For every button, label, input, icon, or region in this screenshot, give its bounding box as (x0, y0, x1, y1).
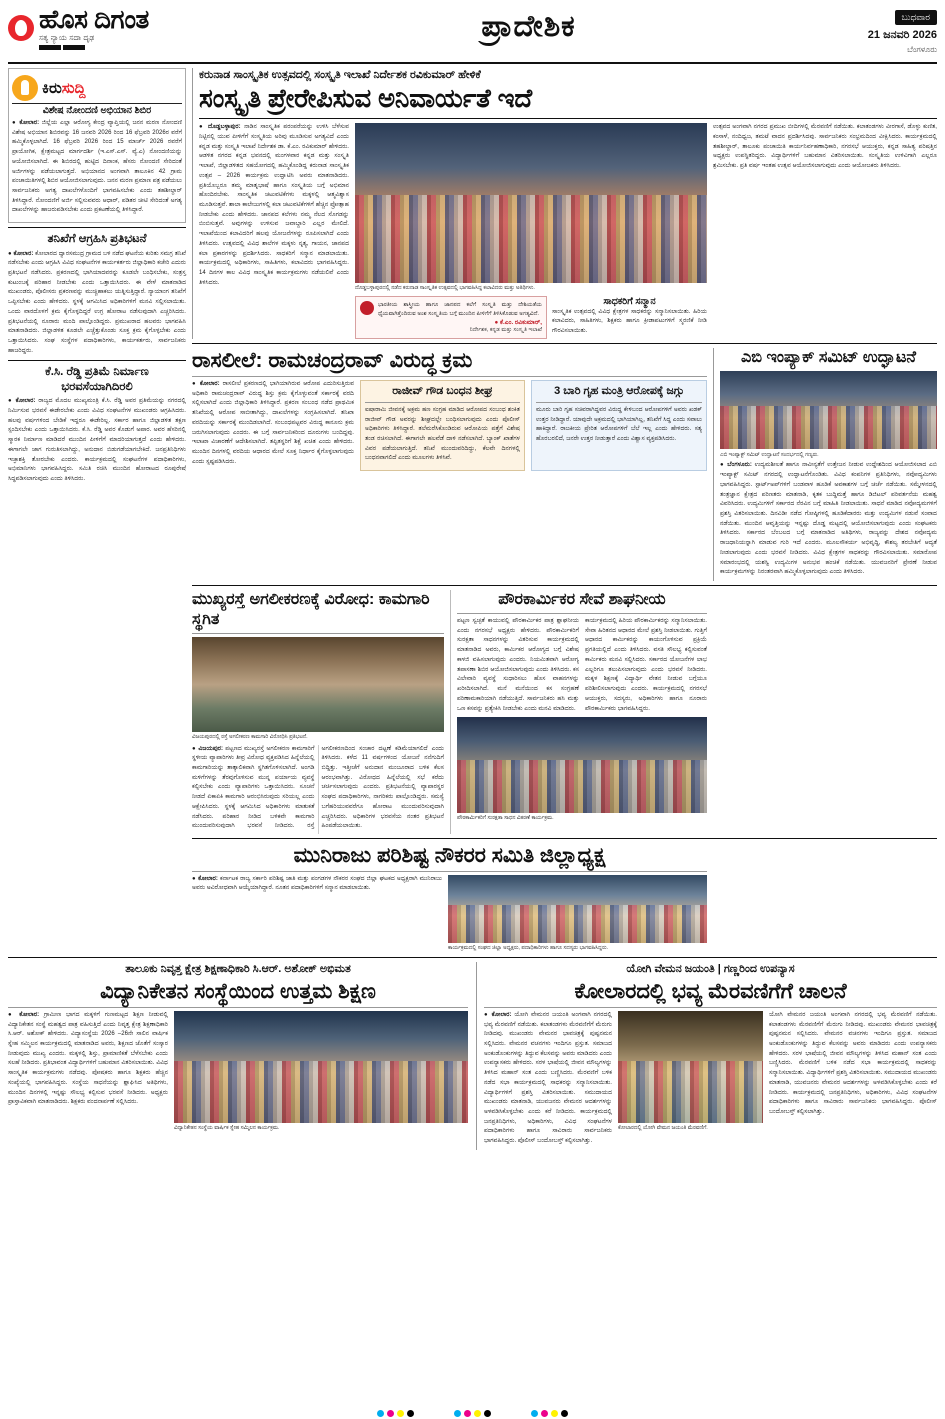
protest-body (8, 250, 186, 357)
cmyk-dots-center (454, 1410, 491, 1417)
road-headline: ಮುಖ್ಯರಸ್ತೆ ಅಗಲೀಕರಣಕ್ಕೆ ವಿರೋಧ: ಕಾಮಗಾರಿ ಸ್ಥಗಿತ (192, 591, 430, 629)
left-column (8, 68, 186, 952)
rajeev-box (360, 380, 525, 470)
bottom-left-kicker: ತಾಲೂಕು ನಿವೃತ್ತ ಕ್ಷೇತ್ರ ಶಿಕ್ಷಣಾಧಿಕಾರಿ ಸಿ.ಆರ್. ಅಶೋಕ್ ಅಭಿಮತ (125, 963, 351, 976)
lead-col-right: ಉತ್ಸವದ ಅಂಗವಾಗಿ ನಗರದ ಪ್ರಮುಖ ಬೀದಿಗಳಲ್ಲಿ ಮೆರವಣಿಗೆ ನಡೆಯಿತು. ಕಲಾತಂಡಗಳು ವೀರಗಾಸೆ, ಡೊಳ್ಳು ಕುಣಿತ, ಕಂಸಾಳೆ, ನಂದಿಧ್ವಜ, ತಮಟೆ ವಾದನ ಪ್ರದರ್ಶಿಸಿದವು. ಸಾರ್ವಜನಿಕರು ಸಂಭ್ರಮದಿಂದ ವೀಕ್ಷಿಸಿದರು. ಕಾರ್ಯಕ್ರಮದಲ್ಲಿ ತಹಶೀಲ್ದಾರ್, ತಾಲೂಕು ಪಂಚಾಯಿತಿ ಕಾರ್ಯನಿರ್ವಹಣಾಧಿಕಾರಿ, ನಗರಸಭೆ ಆಯುಕ್ತರು, ಕನ್ನಡ ಸಾಹಿತ್ಯ ಪರಿಷತ್ತಿನ ಅಧ್ಯಕ್ಷರು ಉಪಸ್ಥಿತರಿದ್ದರು. ವಿದ್ಯಾರ್ಥಿಗಳಿಗೆ ಬಹುಮಾನ ವಿತರಿಸಲಾಯಿತು. ಸಂಸ್ಕೃತಿಯ ಉಳಿವಿಗಾಗಿ ಎಲ್ಲರೂ ಶ್ರಮಿಸಬೇಕು. ಪ್ರತಿ ವರ್ಷ ಇಂತಹ ಉತ್ಸವ ಆಯೋಜಿಸಲಾಗುವುದು ಎಂದು ಆಯೋಜಕರು ತಿಳಿಸಿದರು. (713, 124, 937, 170)
abimpact-photo-caption: ಎಬಿ ಇಂಪ್ಯಾಕ್ಟ್ ಸಮಿಟ್ ಉದ್ಘಾಟನೆ ಸಂದರ್ಭದಲ್ಲಿ ಗಣ್ಯರು. (720, 451, 819, 458)
protest-text: ಕೋಲಾರದ ದ್ವಾರಸಮುದ್ರ ಗ್ರಾಮದ ಬಳಿ ನಡೆದ ಘಟನೆಯ ಕುರಿತು ಸಮಗ್ರ ತನಿಖೆ ನಡೆಸಬೇಕು ಎಂದು ಆಗ್ರಹಿಸಿ ವಿವಿಧ ಸಂಘಟನೆಗಳ ಕಾರ್ಯಕರ್ತರು ಜಿಲ್ಲಾಧಿಕಾರಿ ಕಚೇರಿ ಎದುರು ಪ್ರತಿಭಟನೆ ನಡೆಸಿದರು. ಪ್ರಕರಣದಲ್ಲಿ ಭಾಗಿಯಾದವರನ್ನು ಕೂಡಲೇ ಬಂಧಿಸಬೇಕು, ಸಂತ್ರಸ್ತ ಕುಟುಂಬಕ್ಕೆ ಪರಿಹಾರ ನೀಡಬೇಕು ಎಂದು ಒತ್ತಾಯಿಸಿದರು. ಈ ವೇಳೆ ಮಾತನಾಡಿದ ಮುಖಂಡರು, ಪೊಲೀಸರು ಪ್ರಕರಣವನ್ನು ಮುಚ್ಚಿಹಾಕಲು ಯತ್ನಿಸುತ್ತಿದ್ದಾರೆ. ನ್ಯಾಯಾಂಗ ತನಿಖೆಗೆ ಒಪ್ಪಿಸಬೇಕು ಎಂದು ಹೇಳಿದರು. ಸ್ಥಳಕ್ಕೆ ಆಗಮಿಸಿದ ಅಧಿಕಾರಿಗಳಿಗೆ ಮನವಿ ಸಲ್ಲಿಸಲಾಯಿತು. ಒಂದು ವಾರದೊಳಗೆ ಕ್ರಮ ಕೈಗೊಳ್ಳದಿದ್ದರೆ ಉಗ್ರ ಹೋರಾಟ ನಡೆಸುವುದಾಗಿ ಎಚ್ಚರಿಸಿದರು. ಪ್ರತಿಭಟನೆಯಲ್ಲಿ ನೂರಾರು ಮಂದಿ ಪಾಲ್ಗೊಂಡಿದ್ದರು. ಪ್ರಮುಖರಾದ ಹಲವರು ಭಾಗವಹಿಸಿ ಮಾತನಾಡಿದರು. ಜಿಲ್ಲಾಡಳಿತ ಕೂಡಲೇ ಎಚ್ಚೆತ್ತುಕೊಂಡು ಸೂಕ್ತ ಕ್ರಮ ಕೈಗೊಳ್ಳಬೇಕು ಎಂದು ಒತ್ತಾಯಿಸಿದರು. ಸಂಘ ಸಂಸ್ಥೆಗಳ ಪದಾಧಿಕಾರಿಗಳು, ಕಾರ್ಯಕರ್ತರು, ಸಾರ್ವಜನಿಕರು ಹಾಜರಿದ್ದರು. (8, 250, 187, 354)
bottom-right-dateline: ● ಕೋಲಾರ: (484, 1011, 512, 1018)
paper-logo[interactable] (8, 6, 240, 50)
road-dateline: ● ವಿಜಯಪುರ: (192, 745, 224, 752)
lead-col-1 (199, 123, 349, 339)
kirusuddi-text: ಜಿಲ್ಲೆಯ ಎಲ್ಲಾ ಆರೋಗ್ಯ ಕೇಂದ್ರ ವ್ಯಾಪ್ತಿಯಲ್ಲಿ ಜನನ ಮರಣ ನೋಂದಣಿ ವಿಶೇಷ ಅಭಿಯಾನ ಶಿಬಿರವನ್ನು 16 ಜನವರಿ 2026 ರಿಂದ 16 ಫೆಬ್ರವರಿ 2026ರ ವರೆಗೆ ಹಮ್ಮಿಕೊಳ್ಳಲಾಗಿದೆ. 16 ಫೆಬ್ರವರಿ 2026 ರಿಂದ 15 ಮಾರ್ಚ್ 2026 ರವರೆಗೆ ಪ್ರಾಯೋಗಿಕ, ಕ್ಷೇತ್ರಮಟ್ಟದ ಮಾರ್ಗದರ್ಶಿ (ಇ.ಎಸ್.ಎಸ್. ವ್ಯೆ.ಎ) ನೋಂದಣಿಯನ್ನು ಆಯೋಜಿಸಲಾಗಿದೆ. ಈ ಶಿಬಿರದಲ್ಲಿ ಹುಟ್ಟಿದ ದಿನಾಂಕ, ಹೆಸರು ನೋಂದಣಿ ಸೇರಿದಂತೆ ಅರ್ಜಿಗಳನ್ನು ಪಡೆಯಲಾಗುತ್ತದೆ. ಅಭಿಯಾನದ ಅಂಗವಾಗಿ ತಾಲೂಕಿನ 42 ಗ್ರಾಮ ಪಂಚಾಯಿತಿಗಳಲ್ಲಿ ಶಿಬಿರ ಆಯೋಜಿಸಲಾಗುವುದು. ಜನನ ಮರಣ ಪ್ರಮಾಣ ಪತ್ರ ಪಡೆಯಲು ಸಾರ್ವಜನಿಕರು ಅಗತ್ಯ ದಾಖಲೆಗಳೊಂದಿಗೆ ಭಾಗವಹಿಸಬೇಕು ಎಂದು ತಹಶೀಲ್ದಾರ್ ತಿಳಿಸಿದ್ದಾರೆ. ನೋಂದಣಿಗೆ ಅರ್ಜಿ ಸಲ್ಲಿಸುವವರು ಆಧಾರ್, ಪಡಿತರ ಚೀಟಿ ಸೇರಿದಂತೆ ಅಗತ್ಯ ದಾಖಲೆಗಳನ್ನು ಹಾಜರುಪಡಿಸಬೇಕು ಎಂದು ಪ್ರಕಟಣೆಯಲ್ಲಿ ತಿಳಿಸಿದ್ದಾರೆ. (12, 120, 183, 214)
lead-photo (355, 123, 707, 283)
lead-subbox-head: ಸಾಧಕರಿಗೆ ಸನ್ಮಾನ (603, 295, 656, 307)
bottom-right-headline: ಕೋಲಾರದಲ್ಲಿ ಭವ್ಯ ಮೆರವಣಿಗೆಗೆ ಚಾಲನೆ (574, 979, 847, 1003)
rasaleele-text: ರಾಸಲೀಲೆ ಪ್ರಕರಣದಲ್ಲಿ ಭಾಗಿಯಾಗಿರುವ ಆರೋಪ ಎದುರಿಸುತ್ತಿರುವ ಅಧಿಕಾರಿ ರಾಮಚಂದ್ರರಾವ್ ವಿರುದ್ಧ ಶಿಸ್ತು ಕ್ರಮ ಕೈಗೊಳ್ಳುವಂತೆ ಸರ್ಕಾರಕ್ಕೆ ವರದಿ ಸಲ್ಲಿಸಲಾಗಿದೆ ಎಂದು ಜಿಲ್ಲಾಧಿಕಾರಿ ತಿಳಿಸಿದ್ದಾರೆ. ಪ್ರಕರಣ ಸಂಬಂಧ ನಡೆದ ಪ್ರಾಥಮಿಕ ತನಿಖೆಯಲ್ಲಿ ಆರೋಪ ಸಾಬೀತಾಗಿದ್ದು, ದಾಖಲೆಗಳನ್ನು ಸಂಗ್ರಹಿಸಲಾಗಿದೆ. ತನಿಖಾ ವರದಿಯನ್ನು ಸರ್ಕಾರಕ್ಕೆ ಮುಂದಿಡಲಾಗಿದೆ. ಸಂಬಂಧಪಟ್ಟವರ ವಿರುದ್ಧ ಕಾನೂನು ಕ್ರಮ ಜರುಗಿಸಲಾಗುವುದು ಎಂದರು. ಈ ಬಗ್ಗೆ ಸಾರ್ವಜನಿಕರಿಂದ ದೂರುಗಳು ಬಂದಿದ್ದವು. ಇಲಾಖಾ ವಿಚಾರಣೆಗೆ ಆದೇಶಿಸಲಾಗಿದೆ. ತಪ್ಪಿತಸ್ಥರಿಗೆ ಶಿಕ್ಷೆ ಖಚಿತ ಎಂದು ಹೇಳಿದರು. ಮುಂದಿನ ದಿನಗಳಲ್ಲಿ ವರದಿಯ ಆಧಾರದ ಮೇಲೆ ಸೂಕ್ತ ನಿರ್ಧಾರ ಕೈಗೊಳ್ಳಲಾಗುವುದು ಎಂದು ಸ್ಪಷ್ಟಪಡಿಸಿದರು. (192, 381, 355, 465)
procession-photo (618, 1011, 763, 1123)
bottom-left-dateline: ● ಕೋಲಾರ: (8, 1011, 40, 1018)
kcreddy-headline: ಕೆ.ಸಿ. ರೆಡ್ಡಿ ಪ್ರತಿಮೆ ನಿರ್ಮಾಣ ಭರವಸೆಯಾಗಿದಿರಲಿ (45, 366, 149, 393)
abimpact-dateline: ● ಬೆಂಗಳೂರು: (720, 462, 752, 469)
road-body (192, 745, 444, 834)
kirusuddi-brand-2: ಸುದ್ದಿ (61, 79, 86, 97)
road-photo (192, 637, 444, 732)
bottom-left-body (8, 1011, 168, 1133)
road-story (192, 590, 444, 834)
pourakarmika-photo (457, 717, 707, 813)
lead-quote-text: ಭಾರತೀಯ ಶಾಸ್ತ್ರೀಯ ಹಾಗೂ ಜಾನಪದ ಕಲೆಗೆ ಸಂಸ್ಕೃತಿ ಮತ್ತು ದೇಶಿಯತೆಯ ಧ್ಯೆಯವಾಗಿತ್ತೆಂದಿರುವ ಅಂಶ ಸಂಸ್ಕೃತಿಯ ಬಗ್ಗೆ ಮುಂದಿನ ಪೀಳಿಗೆಗೆ ತಿಳಿಸಿಕೊಡುವ ಅಗತ್ಯವಿದೆ. (378, 301, 542, 317)
main-column (192, 68, 937, 952)
lead-quote-box (355, 296, 547, 339)
lead-quote-name: ● ಕೆ.ಎಂ. ರವಿಕುಮಾರ್, (494, 318, 542, 326)
bulb-icon (12, 75, 38, 101)
protest-headline: ತನಿಖೆಗೆ ಆಗ್ರಹಿಸಿ ಪ್ರತಿಭಟನೆ (47, 233, 147, 246)
lead-headline: ಸಂಸ್ಕೃತಿ ಪ್ರೇರೇಪಿಸುವ ಅನಿವಾರ್ಯತೆ ಇದೆ (199, 83, 532, 114)
issue-date: 21 ಜನವರಿ 2026 (867, 29, 937, 42)
bottom-left-text: ಗ್ರಾಮೀಣ ಭಾಗದ ಮಕ್ಕಳಿಗೆ ಗುಣಮಟ್ಟದ ಶಿಕ್ಷಣ ನೀಡುವಲ್ಲಿ ವಿದ್ಯಾನಿಕೇತನ ಸಂಸ್ಥೆ ಮಹತ್ವದ ಪಾತ್ರ ವಹಿಸುತ್ತಿದೆ ಎಂದು ನಿವೃತ್ತ ಕ್ಷೇತ್ರ ಶಿಕ್ಷಣಾಧಿಕಾರಿ ಸಿ.ಆರ್. ಅಶೋಕ್ ಹೇಳಿದರು. ವಿದ್ಯಾಸಂಸ್ಥೆಯ 2026 –26ನೇ ಸಾಲಿನ ವಾರ್ಷಿಕ ಸ್ನೇಹ ಸಮ್ಮಿಲನ ಕಾರ್ಯಕ್ರಮದಲ್ಲಿ ಮಾತನಾಡಿದ ಅವರು, ಶಿಕ್ಷಣದ ಜೊತೆಗೆ ಸಂಸ್ಕಾರ ನೀಡುವುದು ಮುಖ್ಯ ಎಂದರು. ಮಕ್ಕಳಲ್ಲಿ ಶಿಸ್ತು, ಪ್ರಾಮಾಣಿಕತೆ ಬೆಳೆಸಬೇಕು ಎಂದು ಸಲಹೆ ನೀಡಿದರು. ಪ್ರತಿಭಾವಂತ ವಿದ್ಯಾರ್ಥಿಗಳಿಗೆ ಬಹುಮಾನ ವಿತರಿಸಲಾಯಿತು. ವಿವಿಧ ಸಾಂಸ್ಕೃತಿಕ ಕಾರ್ಯಕ್ರಮಗಳು ನಡೆದವು. ಪೋಷಕರು ಹಾಗೂ ಶಿಕ್ಷಕರು ಹೆಚ್ಚಿನ ಸಂಖ್ಯೆಯಲ್ಲಿ ಭಾಗವಹಿಸಿದ್ದರು. ಸಂಸ್ಥೆಯ ಸಾಧನೆಯನ್ನು ಶ್ಲಾಘಿಸಿದ ಅತಿಥಿಗಳು, ಮುಂದಿನ ದಿನಗಳಲ್ಲಿ ಇನ್ನಷ್ಟು ಸೌಲಭ್ಯ ಕಲ್ಪಿಸುವ ಭರವಸೆ ನೀಡಿದರು. ಅಧ್ಯಕ್ಷರು ಪ್ರಾಸ್ತಾವಿಕವಾಗಿ ಮಾತನಾಡಿದರು. ಶಿಕ್ಷಕರು ವಂದನಾರ್ಪಣೆ ಸಲ್ಲಿಸಿದರು. (8, 1011, 169, 1106)
rasaleele-headline: ರಾಸಲೀಲೆ: ರಾಮಚಂದ್ರರಾವ್ ವಿರುದ್ಧ ಕ್ರಮ (192, 348, 473, 372)
pourakarmika-photo-caption: ಪೌರಕಾರ್ಮಿಕರಿಗೆ ಸುರಕ್ಷತಾ ಸಾಧನ ವಿತರಣೆ ಕಾರ್ಯಕ್ರಮ. (457, 815, 554, 822)
bottom-left-story (8, 962, 468, 1150)
lead-media (355, 123, 707, 339)
third-band (192, 590, 707, 834)
rasaleele-dateline: ● ಕೋಲಾರ: (192, 381, 220, 388)
cmyk-dots-right (531, 1410, 568, 1417)
abimpact-photo (720, 371, 937, 449)
masthead-dateline (817, 6, 937, 56)
bottom-right-body-2: ಯೋಗಿ ವೇಮನರ ಜಯಂತಿ ಅಂಗವಾಗಿ ನಗರದಲ್ಲಿ ಭವ್ಯ ಮೆರವಣಿಗೆ ನಡೆಯಿತು. ಕಲಾತಂಡಗಳು ಮೆರವಣಿಗೆಗೆ ಮೆರುಗು ನೀಡಿದವು. ಮುಖಂಡರು ವೇಮನರ ಭಾವಚಿತ್ರಕ್ಕೆ ಪುಷ್ಪನಮನ ಸಲ್ಲಿಸಿದರು. ವೇಮನರ ವಚನಗಳು ಇಂದಿಗೂ ಪ್ರಸ್ತುತ. ಸಮಾಜದ ಅಂಕುಡೊಂಕುಗಳನ್ನು ತಿದ್ದುವ ಕೆಲಸವನ್ನು ಅವರು ಮಾಡಿದರು ಎಂದು ಉಪನ್ಯಾಸಕರು ಹೇಳಿದರು. ಸರಳ ಭಾಷೆಯಲ್ಲಿ ಜೀವನ ಮೌಲ್ಯಗಳನ್ನು ತಿಳಿಸಿದ ಮಹಾನ್ ಸಂತ ಎಂದು ಬಣ್ಣಿಸಿದರು. ಮೆರವಣಿಗೆ ಬಳಿಕ ನಡೆದ ಸಭಾ ಕಾರ್ಯಕ್ರಮದಲ್ಲಿ ಸಾಧಕರನ್ನು ಸನ್ಮಾನಿಸಲಾಯಿತು. ವಿದ್ಯಾರ್ಥಿಗಳಿಗೆ ಪ್ರಶಸ್ತಿ ವಿತರಿಸಲಾಯಿತು. ಸಮುದಾಯದ ಮುಖಂಡರು ಮಾತನಾಡಿ, ಯುವಜನರು ವೇಮನರ ಆದರ್ಶಗಳನ್ನು ಅಳವಡಿಸಿಕೊಳ್ಳಬೇಕು ಎಂದು ಕರೆ ನೀಡಿದರು. ಕಾರ್ಯಕ್ರಮದಲ್ಲಿ ಜನಪ್ರತಿನಿಧಿಗಳು, ಅಧಿಕಾರಿಗಳು, ವಿವಿಧ ಸಂಘಟನೆಗಳ ಪದಾಧಿಕಾರಿಗಳು ಹಾಗೂ ಸಾವಿರಾರು ಸಾರ್ವಜನಿಕರು ಭಾಗವಹಿಸಿದ್ದರು. ಪೊಲೀಸ್ ಬಂದೋಬಸ್ತ್ ಕಲ್ಪಿಸಲಾಗಿತ್ತು. (769, 1011, 937, 1115)
procession-photo-caption: ಕೋಲಾರದಲ್ಲಿ ಯೋಗಿ ವೇಮನ ಜಯಂತಿ ಮೆರವಣಿಗೆ. (618, 1124, 708, 1131)
bottom-right-media (618, 1011, 763, 1150)
abimpact-body (720, 461, 937, 578)
abimpact-text: ಉದ್ಯಮಶೀಲತೆ ಹಾಗೂ ನಾವೀನ್ಯತೆಗೆ ಉತ್ತೇಜನ ನೀಡುವ ಉದ್ದೇಶದಿಂದ ಆಯೋಜಿಸಲಾದ ಎಬಿ ಇಂಪ್ಯಾಕ್ಟ್ ಸಮಿಟ್ ನಗರದಲ್ಲಿ ಉದ್ಘಾಟನೆಗೊಂಡಿತು. ವಿವಿಧ ಕಂಪನಿಗಳ ಪ್ರತಿನಿಧಿಗಳು, ನವೋದ್ಯಮಿಗಳು ಭಾಗವಹಿಸಿದ್ದರು. ಸ್ಟಾರ್ಟ್‌ಅಪ್‌ಗಳಿಗೆ ಬಂಡವಾಳ ಹೂಡಿಕೆ ಅವಕಾಶಗಳ ಬಗ್ಗೆ ಚರ್ಚೆ ನಡೆಯಿತು. ಸಮ್ಮೇಳನದಲ್ಲಿ ತಂತ್ರಜ್ಞಾನ ಕ್ಷೇತ್ರದ ಪರಿಣತರು ಮಾತನಾಡಿ, ಕೃತಕ ಬುದ್ಧಿಮತ್ತೆ ಹಾಗೂ ಡಿಜಿಟಲ್ ಪರಿವರ್ತನೆಯ ಮಹತ್ವ ವಿವರಿಸಿದರು. ಉದ್ಯಮಿಗಳಿಗೆ ಸರ್ಕಾರದ ನೆರವಿನ ಬಗ್ಗೆ ಮಾಹಿತಿ ನೀಡಲಾಯಿತು. ಸಾಧನೆ ಮಾಡಿದ ನವೋದ್ಯಮಗಳಿಗೆ ಪ್ರಶಸ್ತಿ ವಿತರಿಸಲಾಯಿತು. ದಿನವಿಡೀ ನಡೆದ ಗೋಷ್ಠಿಗಳಲ್ಲಿ ಹೂಡಿಕೆದಾರರು ಮತ್ತು ಉದ್ಯಮಿಗಳ ನಡುವೆ ಸಂವಾದ ನಡೆಯಿತು. ಮುಂದಿನ ಆವೃತ್ತಿಯನ್ನು ಇನ್ನಷ್ಟು ದೊಡ್ಡ ಮಟ್ಟದಲ್ಲಿ ಆಯೋಜಿಸಲಾಗುವುದು ಎಂದು ಸಂಘಟಕರು ತಿಳಿಸಿದರು. ಸರ್ಕಾರದ ಬೆಂಬಲದ ಬಗ್ಗೆ ಮಾತನಾಡಿದ ಅತಿಥಿಗಳು, ರಾಜ್ಯವನ್ನು ದೇಶದ ನವೋದ್ಯಮ ರಾಜಧಾನಿಯನ್ನಾಗಿ ಮಾಡುವ ಗುರಿ ಇದೆ ಎಂದರು. ಮೂಲಸೌಕರ್ಯ ಅಭಿವೃದ್ಧಿ, ಕೌಶಲ್ಯ ತರಬೇತಿಗೆ ಆದ್ಯತೆ ನೀಡಲಾಗುವುದು ಎಂದು ಭರವಸೆ ನೀಡಿದರು. ವಿವಿಧ ಕ್ಷೇತ್ರಗಳ ಸಾಧಕರನ್ನು ಗೌರವಿಸಲಾಯಿತು. ಸಮಾರೋಪ ಸಮಾರಂಭದಲ್ಲಿ ಯಶಸ್ವಿ ಉದ್ಯಮಿಗಳ ಅನುಭವ ಹಂಚಿಕೆ ನಡೆಯಿತು. ಯುವಜನರಿಗೆ ಪ್ರೇರಣೆ ನೀಡುವ ಕಾರ್ಯಕ್ರಮಗಳನ್ನು ನಿರಂತರವಾಗಿ ಹಮ್ಮಿಕೊಳ್ಳಲಾಗುವುದು ಎಂದು ತಿಳಿಸಿದರು. (720, 462, 937, 576)
muniraju-photo (448, 875, 707, 943)
rasaleele-body (192, 380, 354, 470)
muniraju-text: ಕರ್ನಾಟಕ ರಾಜ್ಯ ಸರ್ಕಾರಿ ಪರಿಶಿಷ್ಟ ಜಾತಿ ಮತ್ತು ಪಂಗಡಗಳ ನೌಕರರ ಸಂಘದ ಜಿಲ್ಲಾ ಘಟಕದ ಅಧ್ಯಕ್ಷರಾಗಿ ಮುನಿರಾಜು ಅವರು ಅವಿರೋಧವಾಗಿ ಆಯ್ಕೆಯಾಗಿದ್ದಾರೆ. ನೂತನ ಪದಾಧಿಕಾರಿಗಳಿಗೆ ಸನ್ಮಾನ ಮಾಡಲಾಯಿತು. (192, 875, 443, 892)
kcreddy-body (8, 397, 186, 484)
muniraju-photo-caption: ಕಾರ್ಯಕ್ರಮದಲ್ಲಿ ಸಂಘದ ಜಿಲ್ಲಾ ಅಧ್ಯಕ್ಷರು, ಪದಾಧಿಕಾರಿಗಳು ಹಾಗೂ ಸದಸ್ಯರು ಭಾಗವಹಿಸಿದ್ದರು. (448, 944, 609, 951)
muniraju-headline: ಮುನಿರಾಜು ಪರಿಶಿಷ್ಟ ನೌಕರರ ಸಮಿತಿ ಜಿಲ್ಲಾಧ್ಯಕ್ಷ (293, 843, 606, 867)
edition-city: ಬೆಂಗಳೂರು (907, 44, 937, 54)
bottom-right-text: ಯೋಗಿ ವೇಮನರ ಜಯಂತಿ ಅಂಗವಾಗಿ ನಗರದಲ್ಲಿ ಭವ್ಯ ಮೆರವಣಿಗೆ ನಡೆಯಿತು. ಕಲಾತಂಡಗಳು ಮೆರವಣಿಗೆಗೆ ಮೆರುಗು ನೀಡಿದವು. ಮುಖಂಡರು ವೇಮನರ ಭಾವಚಿತ್ರಕ್ಕೆ ಪುಷ್ಪನಮನ ಸಲ್ಲಿಸಿದರು. ವೇಮನರ ವಚನಗಳು ಇಂದಿಗೂ ಪ್ರಸ್ತುತ. ಸಮಾಜದ ಅಂಕುಡೊಂಕುಗಳನ್ನು ತಿದ್ದುವ ಕೆಲಸವನ್ನು ಅವರು ಮಾಡಿದರು ಎಂದು ಉಪನ್ಯಾಸಕರು ಹೇಳಿದರು. ಸರಳ ಭಾಷೆಯಲ್ಲಿ ಜೀವನ ಮೌಲ್ಯಗಳನ್ನು ತಿಳಿಸಿದ ಮಹಾನ್ ಸಂತ ಎಂದು ಬಣ್ಣಿಸಿದರು. ಮೆರವಣಿಗೆ ಬಳಿಕ ನಡೆದ ಸಭಾ ಕಾರ್ಯಕ್ರಮದಲ್ಲಿ ಸಾಧಕರನ್ನು ಸನ್ಮಾನಿಸಲಾಯಿತು. ವಿದ್ಯಾರ್ಥಿಗಳಿಗೆ ಪ್ರಶಸ್ತಿ ವಿತರಿಸಲಾಯಿತು. ಸಮುದಾಯದ ಮುಖಂಡರು ಮಾತನಾಡಿ, ಯುವಜನರು ವೇಮನರ ಆದರ್ಶಗಳನ್ನು ಅಳವಡಿಸಿಕೊಳ್ಳಬೇಕು ಎಂದು ಕರೆ ನೀಡಿದರು. ಕಾರ್ಯಕ್ರಮದಲ್ಲಿ ಜನಪ್ರತಿನಿಧಿಗಳು, ಅಧಿಕಾರಿಗಳು, ವಿವಿಧ ಸಂಘಟನೆಗಳ ಪದಾಧಿಕಾರಿಗಳು ಹಾಗೂ ಸಾವಿರಾರು ಸಾರ್ವಜನಿಕರು ಭಾಗವಹಿಸಿದ್ದರು. ಪೊಲೀಸ್ ಬಂದೋಬಸ್ತ್ ಕಲ್ಪಿಸಲಾಗಿತ್ತು. (484, 1011, 612, 1145)
school-photo-caption: ವಿದ್ಯಾನಿಕೇತನ ಸಂಸ್ಥೆಯ ವಾರ್ಷಿಕ ಸ್ನೇಹ ಸಮ್ಮಿಲನ ಕಾರ್ಯಕ್ರಮ. (174, 1124, 280, 1131)
section-title-wrap (240, 6, 817, 44)
quote-icon (360, 301, 374, 315)
school-photo (174, 1011, 468, 1123)
rajeev-box-text: ಐಷಾರಾಮಿ ಜೀವನಕ್ಕೆ ಅಕ್ರಮ ಹಣ ಸಂಗ್ರಹ ಮಾಡಿದ ಆರೋಪದ ಸಂಬಂಧ ಶಂಕಿತ ರಾಜೀವ್ ಗೌಡ ಅವರನ್ನು ಶೀಘ್ರದಲ್ಲೇ ಬಂಧಿಸಲಾಗುವುದು ಎಂದು ಪೊಲೀಸ್ ಅಧಿಕಾರಿಗಳು ತಿಳಿಸಿದ್ದಾರೆ. ತಲೆಮರೆಸಿಕೊಂಡಿರುವ ಆರೋಪಿಯ ಪತ್ತೆಗೆ ವಿಶೇಷ ತಂಡ ರಚಿಸಲಾಗಿದೆ. ಈಗಾಗಲೇ ಹಲವೆಡೆ ದಾಳಿ ನಡೆಸಲಾಗಿದೆ. ಬ್ಯಾಂಕ್ ಖಾತೆಗಳ ವಿವರ ಪಡೆಯಲಾಗುತ್ತಿದೆ. ತನಿಖೆ ಮುಂದುವರಿದಿದ್ದು, ಕೆಲವೇ ದಿನಗಳಲ್ಲಿ ಬಂಧನವಾಗಲಿದೆ ಎಂದು ಮೂಲಗಳು ತಿಳಿಸಿವೆ. (365, 406, 520, 462)
lead-dateline: ● ದೊಡ್ಡಬಳ್ಳಾಪುರ: (199, 124, 241, 131)
muniraju-media (448, 875, 707, 953)
kirusuddi-body (12, 119, 182, 216)
lead-photo-caption: ದೊಡ್ಡಬಳ್ಳಾಪುರದಲ್ಲಿ ನಡೆದ ಕರುನಾಡ ಸಾಂಸ್ಕೃತಿಕ ಉತ್ಸವದಲ್ಲಿ ಭಾಗವಹಿಸಿದ್ದ ಕಲಾವಿದರು ಮತ್ತು ಅತಿಥಿಗಳು. (355, 285, 535, 292)
kcreddy-text: ರಾಜ್ಯದ ಮೊದಲ ಮುಖ್ಯಮಂತ್ರಿ ಕೆ.ಸಿ. ರೆಡ್ಡಿ ಅವರ ಪ್ರತಿಮೆಯನ್ನು ನಗರದಲ್ಲಿ ನಿರ್ಮಿಸುವ ಭರವಸೆ ಈಡೇರಬೇಕು ಎಂದು ವಿವಿಧ ಸಂಘಟನೆಗಳ ಮುಖಂಡರು ಆಗ್ರಹಿಸಿದರು. ಹಲವು ವರ್ಷಗಳಿಂದ ಬೇಡಿಕೆ ಇದ್ದರೂ ಈಡೇರಿಲ್ಲ. ಸರ್ಕಾರ ಹಾಗೂ ಜಿಲ್ಲಾಡಳಿತ ತಕ್ಷಣ ಸ್ಪಂದಿಸಬೇಕು ಎಂದು ಒತ್ತಾಯಿಸಿದರು. ಕೆ.ಸಿ. ರೆಡ್ಡಿ ಅವರ ಕೊಡುಗೆ ಅಪಾರ. ಅವರ ಹೆಸರಿನಲ್ಲಿ ಸ್ಮಾರಕ ನಿರ್ಮಾಣ ಮಾಡಿದರೆ ಮುಂದಿನ ಪೀಳಿಗೆಗೆ ಮಾದರಿಯಾಗುತ್ತದೆ ಎಂದು ಹೇಳಿದರು. ಈಗಾಗಲೇ ಜಾಗ ಗುರುತಿಸಲಾಗಿದ್ದು, ಅನುದಾನ ಬಿಡುಗಡೆಯಾಗಬೇಕಿದೆ. ಜನಪ್ರತಿನಿಧಿಗಳು ಇಚ್ಛಾಶಕ್ತಿ ತೋರಬೇಕು ಎಂದರು. ಕಾರ್ಯಕ್ರಮದಲ್ಲಿ ಸಂಘಟನೆಗಳ ಪದಾಧಿಕಾರಿಗಳು, ಅಭಿಮಾನಿಗಳು ಭಾಗವಹಿಸಿದ್ದರು. ಸಮಿತಿ ರಚಿಸಿ ಮುಂದಿನ ಹೋರಾಟದ ರೂಪುರೇಷೆ ಸಿದ್ಧಪಡಿಸಲಾಗುವುದು ಎಂದು ತಿಳಿಸಿದರು. (8, 398, 187, 482)
weekday-badge: ಬುಧವಾರ (895, 10, 938, 25)
bottom-left-media (174, 1011, 468, 1133)
paper-logo-icon (8, 15, 34, 41)
lead-quote-role: ನಿರ್ದೇಶಕ, ಕನ್ನಡ ಮತ್ತು ಸಂಸ್ಕೃತಿ ಇಲಾಖೆ (469, 326, 542, 333)
kirusuddi-brand-1: ಕಿರು (42, 79, 62, 97)
masthead (8, 6, 937, 64)
rajeev-box-head: ರಾಜೀವ್ ಗೌಡ ಬಂಧನ ಶೀಘ್ರ (392, 385, 493, 398)
section-title: ಪ್ರಾದೇಶಿಕ (481, 10, 576, 43)
lead-story (192, 68, 937, 339)
lead-subbox-text: ಸಾಂಸ್ಕೃತಿಕ ಉತ್ಸವದಲ್ಲಿ ವಿವಿಧ ಕ್ಷೇತ್ರಗಳ ಸಾಧಕರನ್ನು ಸನ್ಮಾನಿಸಲಾಯಿತು. ಹಿರಿಯ ಕಲಾವಿದರು, ಸಾಹಿತಿಗಳು, ಶಿಕ್ಷಕರು ಹಾಗೂ ಕ್ರೀಡಾಪಟುಗಳಿಗೆ ಸ್ಮರಣಿಕೆ ನೀಡಿ ಗೌರವಿಸಲಾಯಿತು. (552, 308, 707, 335)
pourakarmika-story (450, 590, 707, 834)
pourakarmika-headline: ಪೌರಕಾರ್ಮಿಕರ ಸೇವೆ ಶಾಘನೀಯ (498, 591, 666, 609)
kcreddy-dateline: ● ಕೋಲಾರ: (8, 398, 36, 405)
muniraju-story (192, 843, 707, 953)
minister-box-text: ಮೂರು ಬಾರಿ ಗೃಹ ಸಚಿವರಾಗಿದ್ದವರ ವಿರುದ್ಧ ಕೇಳಿಬಂದ ಆರೋಪಗಳಿಗೆ ಅವರು ಖಡಕ್ ಉತ್ತರ ನೀಡಿದ್ದಾರೆ. ಯಾವುದೇ ಅಕ್ರಮದಲ್ಲಿ ಭಾಗಿಯಾಗಿಲ್ಲ, ತನಿಖೆಗೆ ಸಿದ್ಧ ಎಂದು ಸವಾಲು ಹಾಕಿದ್ದಾರೆ. ರಾಜಕೀಯ ಪ್ರೇರಿತ ಆರೋಪಗಳಿಗೆ ಬೆಲೆ ಇಲ್ಲ ಎಂದು ಹೇಳಿದರು. ಸತ್ಯ ಹೊರಬರಲಿದೆ, ಜನರೇ ಉತ್ತರ ನೀಡುತ್ತಾರೆ ಎಂದು ವಿಶ್ವಾಸ ವ್ಯಕ್ತಪಡಿಸಿದರು. (536, 406, 702, 442)
bottom-right-body (484, 1011, 612, 1150)
color-registration-bar (0, 1410, 945, 1417)
bottom-right-kicker: ಯೋಗಿ ವೇಮನ ಜಯಂತಿ | ಗಣ್ಣರಿಂದ ಉಪನ್ಯಾಸ (626, 963, 795, 976)
road-text: ಪಟ್ಟಣದ ಮುಖ್ಯರಸ್ತೆ ಅಗಲೀಕರಣ ಕಾಮಗಾರಿಗೆ ಸ್ಥಳೀಯ ವ್ಯಾಪಾರಿಗಳು ತೀವ್ರ ವಿರೋಧ ವ್ಯಕ್ತಪಡಿಸಿದ ಹಿನ್ನೆಲೆಯಲ್ಲಿ ಕಾಮಗಾರಿಯನ್ನು ತಾತ್ಕಾಲಿಕವಾಗಿ ಸ್ಥಗಿತಗೊಳಿಸಲಾಗಿದೆ. ಅಂಗಡಿ ಮಳಿಗೆಗಳನ್ನು ತೆರವುಗೊಳಿಸುವ ಮುನ್ನ ಪರ್ಯಾಯ ವ್ಯವಸ್ಥೆ ಕಲ್ಪಿಸಬೇಕು ಎಂದು ವ್ಯಾಪಾರಿಗಳು ಒತ್ತಾಯಿಸಿದರು. ಸೂಚನೆ ನೀಡದೆ ಏಕಾಏಕಿ ಕಾಮಗಾರಿ ಆರಂಭಿಸಿರುವುದು ಸರಿಯಲ್ಲ ಎಂದು ಆಕ್ಷೇಪಿಸಿದರು. ಸ್ಥಳಕ್ಕೆ ಆಗಮಿಸಿದ ಅಧಿಕಾರಿಗಳು ಮಾತುಕತೆ ನಡೆಸಿದರು. ಪರಿಹಾರ ನೀಡಿದ ಬಳಿಕವೇ ಕಾಮಗಾರಿ ಮುಂದುವರಿಸುವುದಾಗಿ ಭರವಸೆ ನೀಡಿದರು. ರಸ್ತೆ ಅಗಲೀಕರಣದಿಂದ ಸಂಚಾರ ದಟ್ಟಣೆ ಕಡಿಮೆಯಾಗಲಿದೆ ಎಂದು ತಿಳಿಸಿದರು. ಕಳೆದ 11 ವರ್ಷಗಳಿಂದ ಯೋಜನೆ ನನೆಗುದಿಗೆ ಬಿದ್ದಿತ್ತು. ಇತ್ತೀಚೆಗೆ ಅನುದಾನ ಮಂಜೂರಾದ ಬಳಿಕ ಕೆಲಸ ಆರಂಭವಾಗಿತ್ತು. ವಿರೋಧದ ಹಿನ್ನೆಲೆಯಲ್ಲಿ ಸಭೆ ಕರೆದು ಚರ್ಚಿಸಲಾಗುವುದು ಎಂದರು. ಪ್ರತಿಭಟನೆಯಲ್ಲಿ ವ್ಯಾಪಾರಸ್ಥರ ಸಂಘದ ಪದಾಧಿಕಾರಿಗಳು, ನಾಗರಿಕರು ಪಾಲ್ಗೊಂಡಿದ್ದರು. ಸಮಸ್ಯೆ ಬಗೆಹರಿಯುವವರೆಗೂ ಹೋರಾಟ ಮುಂದುವರಿಸುವುದಾಗಿ ಎಚ್ಚರಿಸಿದರು. ಅಧಿಕಾರಿಗಳ ಭರವಸೆಯ ನಂತರ ಪ್ರತಿಭಟನೆ ಹಿಂಪಡೆಯಲಾಯಿತು. (192, 745, 444, 830)
kirusuddi-box (8, 68, 186, 223)
minister-box (531, 380, 707, 470)
abimpact-story (713, 348, 937, 581)
cmyk-dots-left (377, 1410, 414, 1417)
logo-bars-icon (39, 45, 149, 50)
lead-sub-box (552, 296, 707, 339)
kirusuddi-dateline: ● ಕೋಲಾರ: (12, 120, 40, 126)
muniraju-body (192, 875, 442, 953)
muniraju-dateline: ● ಕೋಲಾರ: (192, 875, 218, 882)
minister-box-head: 3 ಬಾರಿ ಗೃಹ ಮಂತ್ರಿ ಆರೋಪಕ್ಕೆ ಜಗ್ಗು (554, 385, 684, 398)
rasaleele-story (192, 348, 707, 581)
road-photo-caption: ವಿಜಯಪುರದಲ್ಲಿ ರಸ್ತೆ ಅಗಲೀಕರಣ ಕಾಮಗಾರಿ ವಿರೋಧಿಸಿ ಪ್ರತಿಭಟನೆ. (192, 734, 308, 741)
lead-kicker: ಕರುನಾಡ ಸಾಂಸ್ಕೃತಿಕ ಉತ್ಸವದಲ್ಲಿ ಸಂಸ್ಕೃತಿ ಇಲಾಖೆ ನಿರ್ದೇಶಕ ರವಿಕುಮಾರ್ ಹೇಳಿಕೆ (199, 69, 481, 81)
protest-dateline: ● ಕೋಲಾರ: (8, 250, 34, 257)
bottom-left-headline: ವಿದ್ಯಾನಿಕೇತನ ಸಂಸ್ಥೆಯಿಂದ ಉತ್ತಮ ಶಿಕ್ಷಣ (100, 979, 376, 1003)
paper-tagline: ಸತ್ಯ ನ್ಯಾಯ ಸದಾ ದೃಢ (39, 33, 95, 42)
paper-name: ಹೊಸ ದಿಗಂತ (39, 4, 149, 34)
bottom-right-story (476, 962, 937, 1150)
abimpact-headline: ಎಬಿ ಇಂಪ್ಯಾಕ್ ಸಮಿಟ್ ಉದ್ಘಾಟನೆ (741, 348, 916, 366)
lead-col1-text: ನಾಡಿನ ಸಾಂಸ್ಕೃತಿಕ ಪರಂಪರೆಯನ್ನು ಉಳಿಸಿ ಬೆಳೆಸುವ ನಿಟ್ಟಿನಲ್ಲಿ ಯುವ ಪೀಳಿಗೆಗೆ ಸಂಸ್ಕೃತಿಯ ಅರಿವು ಮೂಡಿಸುವ ಅಗತ್ಯವಿದೆ ಎಂದು ಕನ್ನಡ ಮತ್ತು ಸಂಸ್ಕೃತಿ ಇಲಾಖೆ ನಿರ್ದೇಶಕ ಡಾ. ಕೆ.ಎಂ. ರವಿಕುಮಾರ್ ಹೇಳಿದರು. ಆಡಳಿತ ನಗರದ ಕನ್ನಡ ಭವನದಲ್ಲಿ ಮಂಗಳವಾರ ಕನ್ನಡ ಮತ್ತು ಸಂಸ್ಕೃತಿ ಇಲಾಖೆ, ಜಿಲ್ಲಾಡಳಿತದ ಸಹಯೋಗದಲ್ಲಿ ಹಮ್ಮಿಕೊಂಡಿದ್ದ ಕರುನಾಡ ಸಾಂಸ್ಕೃತಿಕ ಉತ್ಸವ – 2026 ಕಾರ್ಯಕ್ರಮ ಉದ್ಘಾಟಿಸಿ ಅವರು ಮಾತನಾಡಿದರು. ಪ್ರತಿಯೊಬ್ಬರೂ ತಮ್ಮ ಮಾತೃಭಾಷೆ ಹಾಗೂ ಸಂಸ್ಕೃತಿಯ ಬಗ್ಗೆ ಅಭಿಮಾನ ಹೊಂದಿರಬೇಕು. ಸಾಂಸ್ಕೃತಿಕ ಚಟುವಟಿಕೆಗಳು ಮಕ್ಕಳಲ್ಲಿ ಆತ್ಮವಿಶ್ವಾಸ ಮೂಡಿಸುತ್ತವೆ. ಶಾಲಾ ಕಾಲೇಜುಗಳಲ್ಲಿ ಕಲಾ ಚಟುವಟಿಕೆಗಳಿಗೆ ಹೆಚ್ಚಿನ ಪ್ರೋತ್ಸಾಹ ನೀಡಬೇಕು ಎಂದು ಹೇಳಿದರು. ಜಾನಪದ ಕಲೆಗಳು ನಮ್ಮ ನೆಲದ ಸೊಗಡನ್ನು ಬಿಂಬಿಸುತ್ತವೆ. ಅವುಗಳನ್ನು ಉಳಿಸುವ ಜವಾಬ್ದಾರಿ ಎಲ್ಲರ ಮೇಲಿದೆ. ಇಲಾಖೆಯಿಂದ ಕಲಾವಿದರಿಗೆ ಹಲವು ಯೋಜನೆಗಳನ್ನು ರೂಪಿಸಲಾಗಿದೆ ಎಂದು ತಿಳಿಸಿದರು. ಉತ್ಸವದಲ್ಲಿ ವಿವಿಧ ಶಾಲೆಗಳ ಮಕ್ಕಳು ನೃತ್ಯ, ಗಾಯನ, ಜಾನಪದ ಕಲಾ ಪ್ರಕಾರಗಳನ್ನು ಪ್ರದರ್ಶಿಸಿದರು. ಸಾಧಕರಿಗೆ ಸನ್ಮಾನ ಮಾಡಲಾಯಿತು. ಕಾರ್ಯಕ್ರಮದಲ್ಲಿ ಅಧಿಕಾರಿಗಳು, ಸಾಹಿತಿಗಳು, ಕಲಾವಿದರು ಭಾಗವಹಿಸಿದ್ದರು. 14 ದಿನಗಳ ಕಾಲ ವಿವಿಧ ಸಾಂಸ್ಕೃತಿಕ ಕಾರ್ಯಕ್ರಮಗಳು ನಡೆಯಲಿವೆ ಎಂದು ತಿಳಿಸಿದರು. (199, 124, 350, 286)
kirusuddi-subtitle: ವಿಶೇಷ ನೋಂದಣಿ ಅಭಿಯಾನ ಶಿಬಿರ (42, 105, 152, 116)
pourakarmika-col1: ಪಟ್ಟಣ ಸ್ವಚ್ಛತೆ ಕಾಯುವಲ್ಲಿ ಪೌರಕಾರ್ಮಿಕರ ಪಾತ್ರ ಶ್ಲಾಘನೀಯ ಎಂದು ನಗರಸಭೆ ಅಧ್ಯಕ್ಷರು ಹೇಳಿದರು. ಪೌರಕಾರ್ಮಿಕರಿಗೆ ಸುರಕ್ಷತಾ ಸಾಧನಗಳನ್ನು ವಿತರಿಸುವ ಕಾರ್ಯಕ್ರಮದಲ್ಲಿ ಮಾತನಾಡಿದ ಅವರು, ಕಾರ್ಮಿಕರ ಆರೋಗ್ಯದ ಬಗ್ಗೆ ವಿಶೇಷ ಕಾಳಜಿ ವಹಿಸಲಾಗುವುದು ಎಂದರು. ನಿಯಮಿತವಾಗಿ ಆರೋಗ್ಯ ತಪಾಸಣಾ ಶಿಬಿರ ಆಯೋಜಿಸಲಾಗುವುದು ಎಂದು ತಿಳಿಸಿದರು. ಕಸ ವಿಲೇವಾರಿ ವ್ಯವಸ್ಥೆ ಸುಧಾರಿಸಲು ಹೊಸ ವಾಹನಗಳನ್ನು ಖರೀದಿಸಲಾಗಿದೆ. ಮನೆ ಮನೆಯಿಂದ ಕಸ ಸಂಗ್ರಹಣೆ ಪರಿಣಾಮಕಾರಿಯಾಗಿ ನಡೆಯುತ್ತಿದೆ. ಸಾರ್ವಜನಿಕರು ಹಸಿ ಮತ್ತು ಒಣ ಕಸವನ್ನು ಪ್ರತ್ಯೇಕಿಸಿ ನೀಡಬೇಕು ಎಂದು ಮನವಿ ಮಾಡಿದರು. (457, 618, 579, 712)
pourakarmika-col2: ಕಾರ್ಯಕ್ರಮದಲ್ಲಿ ಹಿರಿಯ ಪೌರಕಾರ್ಮಿಕರನ್ನು ಸನ್ಮಾನಿಸಲಾಯಿತು. ಸೇವಾ ಹಿರಿತನದ ಆಧಾರದ ಮೇಲೆ ಪ್ರಶಸ್ತಿ ನೀಡಲಾಯಿತು. ಗುತ್ತಿಗೆ ಆಧಾರದ ಕಾರ್ಮಿಕರನ್ನು ಕಾಯಂಗೊಳಿಸುವ ಪ್ರಕ್ರಿಯೆ ಪ್ರಗತಿಯಲ್ಲಿದೆ ಎಂದು ತಿಳಿಸಿದರು. ವಸತಿ ಸೌಲಭ್ಯ ಕಲ್ಪಿಸುವಂತೆ ಕಾರ್ಮಿಕರು ಮನವಿ ಸಲ್ಲಿಸಿದರು. ಸರ್ಕಾರದ ಯೋಜನೆಗಳ ಲಾಭ ಎಲ್ಲರಿಗೂ ತಲುಪಿಸಲಾಗುವುದು ಎಂದು ಭರವಸೆ ನೀಡಿದರು. ಮಕ್ಕಳ ಶಿಕ್ಷಣಕ್ಕೆ ವಿದ್ಯಾರ್ಥಿ ವೇತನ ನೀಡುವ ಬಗ್ಗೆಯೂ ಪರಿಶೀಲಿಸಲಾಗುವುದು ಎಂದರು. ಕಾರ್ಯಕ್ರಮದಲ್ಲಿ ನಗರಸಭೆ ಆಯುಕ್ತರು, ಸದಸ್ಯರು, ಅಧಿಕಾರಿಗಳು ಹಾಗೂ ನೂರಾರು ಪೌರಕಾರ್ಮಿಕರು ಭಾಗವಹಿಸಿದ್ದರು. (585, 618, 707, 712)
